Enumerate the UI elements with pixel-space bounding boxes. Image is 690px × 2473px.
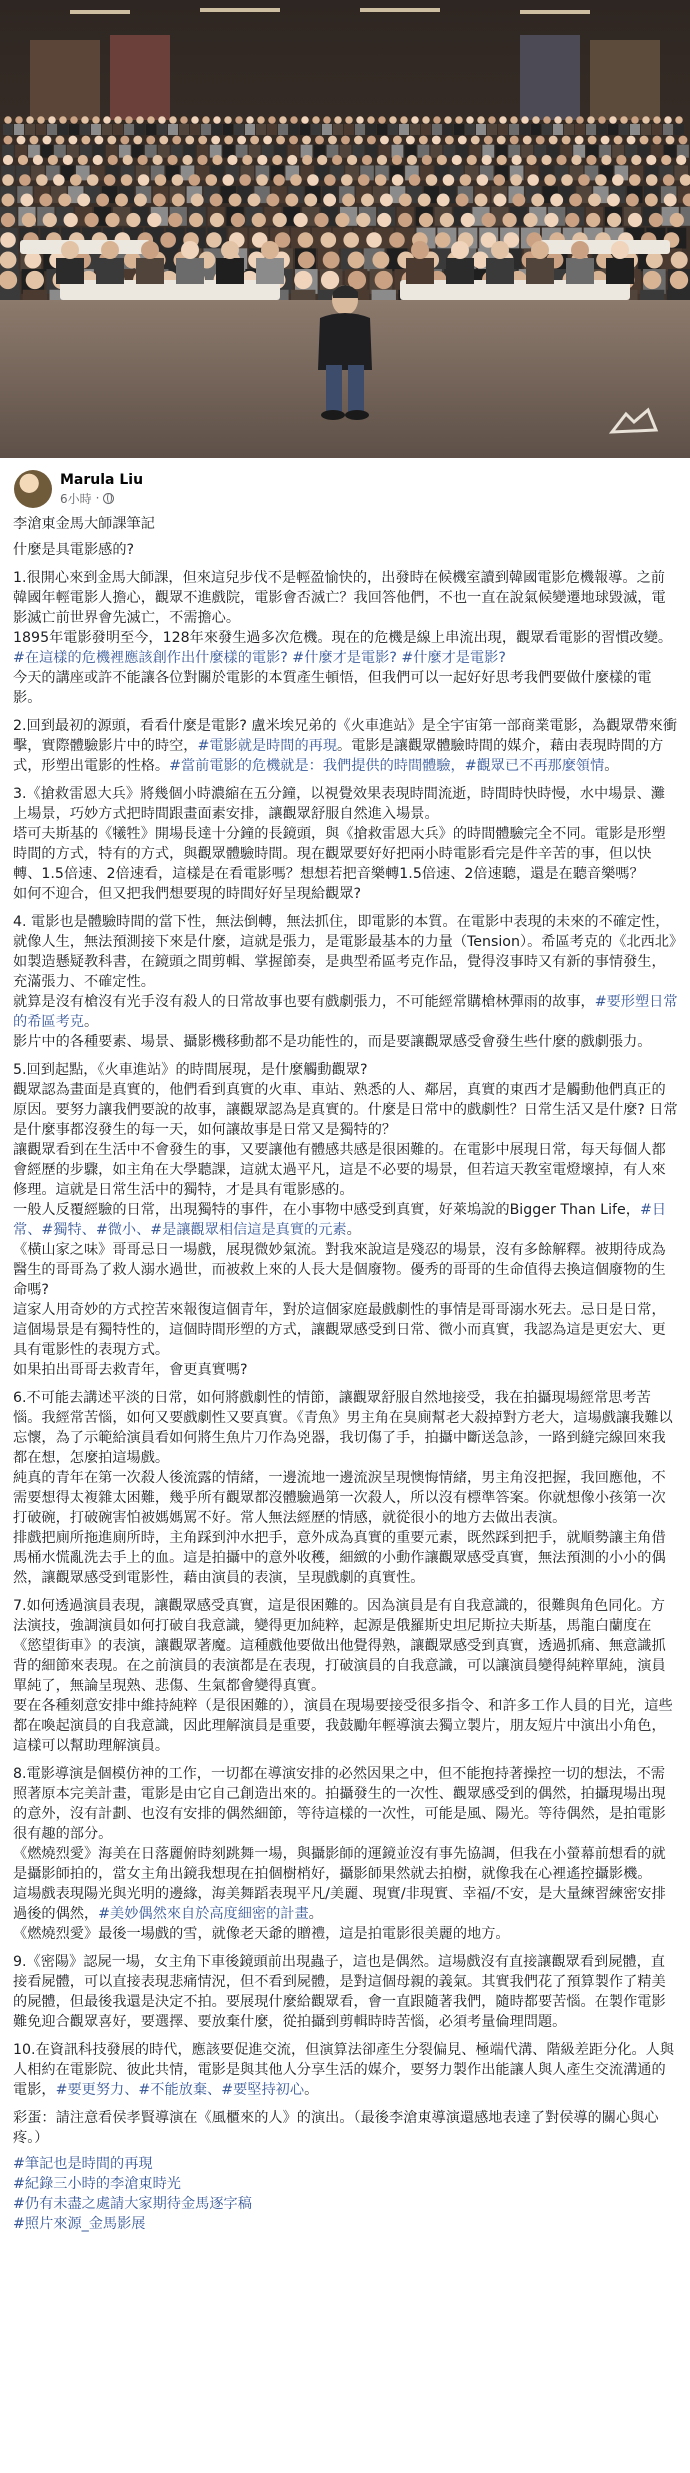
- post-photo: [0, 0, 690, 458]
- post-paragraph: [13, 1596, 678, 1756]
- paragraph-text: 。 影片中的各種要素、場景、攝影機移動都不是功能性的，而是要讓觀眾感受會發生些什麼的戲劇張力。: [13, 1014, 652, 1050]
- paragraph-text: 5.回到起點，《火車進站》的時間展現，是什麼觸動觀眾? 觀眾認為畫面是真實的，他們看到真實的火車、車站、熟悉的人、鄰居，真實的東西才是觸動他們真正的原因。要努力讓我們要說的故事，讓觀眾認為是真實的。什麼是日常中的戲劇性？日常生活又是什麼? 日常是什麼事都沒發生的每一天，如何讓故事是日常又是獨特的？ 讓觀眾看到在生活中不會發生的事，又要讓他有體感共感是很困難的。在電影中展現日常，每天每個人都會經歷的步驟，如主角在大學聽課，這就太過平凡，這是不必要的場景，但若這天教室電燈壞掉，有人來修理。這就是日常生活中的獨特，才是具有電影感的。 一般人反覆經驗的日常，出現獨特的事件，在小事物中感受到真實，好萊塢說的Bigger Than Life，: [13, 1062, 678, 1218]
- audience-photo-illustration: [0, 0, 690, 458]
- post-paragraph: [13, 1060, 678, 1380]
- paragraph-text: 10.在資訊科技發展的時代，應該要促進交流，但演算法卻產生分裂偏見、極端代溝、階級差距分化。人與人相約在電影院、彼此共情，電影是與其他人分享生活的媒介，要努力製作出能讓人與人產生交流溝通的電影，: [13, 2042, 675, 2098]
- post-paragraph: [13, 1388, 678, 1588]
- hashtag-link[interactable]: #照片來源_金馬影展: [13, 2216, 146, 2232]
- hashtag-link[interactable]: #要形塑日常的希區考克: [13, 994, 678, 1030]
- post-paragraph: [13, 2040, 678, 2100]
- paragraph-text: 。 《燃燒烈愛》最後一場戲的雪，就像老天爺的贈禮，這是拍電影很美麗的地方。: [13, 1906, 510, 1942]
- post-header: [0, 458, 690, 514]
- hashtag-link[interactable]: #電影就是時間的再現: [197, 738, 338, 754]
- post-title: 李滄東金馬大師課筆記: [13, 516, 155, 532]
- globe-icon: [103, 493, 114, 504]
- paragraph-text: 7.如何透過演員表現，讓觀眾感受真實，這是很困難的。因為演員是有自我意識的，很難與角色同化。方法演技，強調演員如何打破自我意識，變得更加純粹，起源是俄羅斯史坦尼斯拉夫斯基，馬龍白蘭度在《慾望街車》的表演，讓觀眾著魔。這種戲他要做出他覺得熟，讓觀眾感受到真實，透過抓痛、無意識抓背的細節來表現。在之前演員的表演都是在表現，打破演員的自我意識，可以讓演員變得純粹單純，演員單純了，無論呈現熟、悲傷、生氣都會變得真實。 要在各種刻意安排中維持純粹（是很困難的），演員在現場要接受很多指令、和許多工作人員的目光，這些都在喚起演員的自我意識，因此理解演員是重要，我鼓勵年輕導演去獨立製片，朋友短片中演出小角色，這樣可以幫助理解演員。: [13, 1598, 673, 1754]
- hashtag-link[interactable]: #要更努力、#不能放棄、#要堅持初心: [55, 2082, 305, 2098]
- post-paragraph: [13, 1952, 678, 2032]
- post-paragraphs: [13, 568, 678, 2148]
- hashtag-link[interactable]: #紀錄三小時的李滄東時光: [13, 2176, 181, 2192]
- post-question: 什麼是具電影感的?: [13, 542, 135, 558]
- post-paragraph: [13, 912, 678, 1052]
- hashtag-link[interactable]: #仍有未盡之處請大家期待金馬逐字稿: [13, 2196, 252, 2212]
- post-meta: 6小時 ·: [60, 490, 143, 507]
- post-paragraph: [13, 2108, 678, 2148]
- post-paragraph: [13, 784, 678, 904]
- hashtag-link[interactable]: #在這樣的危機裡應該創作出什麼樣的電影? #什麼才是電影? #什麼才是電影?: [13, 650, 506, 666]
- paragraph-text: 今天的講座或許不能讓各位對關於電影的本質產生頓悟，但我們可以一起好好思考我們要做什麼樣的電影。: [13, 670, 652, 706]
- paragraph-text: 3.《搶救雷恩大兵》將幾個小時濃縮在五分鐘，以視覺效果表現時間流逝，時間時快時慢，水中場景、灘上場景，巧妙方式把時間跟畫面素安排，讓觀眾舒服自然進入場景。 塔可夫斯基的《犧牲》開場長達十分鐘的長鏡頭，與《搶救雷恩大兵》的時間體驗完全不同。電影是形塑時間的方式，特有的方式，與觀眾體驗時間。現在觀眾要好好把兩小時電影看完是件辛苦的事，但以快轉、1.5倍速、2倍速看，這樣是在看電影嗎？想想若把音樂轉1.5倍速、2倍速聽，還是在聽音樂嗎？ 如何不迎合，但又把我們想要現的時間好好呈現給觀眾?: [13, 786, 666, 902]
- paragraph-text: 。電影是讓觀眾體驗時間的媒介，藉由表現時間的方式，形塑出電影的性格。: [13, 738, 664, 774]
- hashtag-link[interactable]: #日常、#獨特、#微小、#是讓觀眾相信這是真實的元素: [13, 1202, 667, 1238]
- paragraph-text: 4. 電影也是體驗時間的當下性，無法倒轉，無法抓住，即電影的本質。在電影中表現的未來的不確定性，就像人生，無法預測接下來是什麼，這就是張力，是電影最基本的力量（Tension）。希區考克的《北西北》如製造懸疑教科書，在鏡頭之間剪輯、掌握節奏，是典型希區考克作品，覺得沒事時又有新的事情發生，充滿張力、不確定性。 就算是沒有槍沒有光手沒有殺人的日常故事也要有戲劇張力，不可能經常購槍林彈雨的故事，: [13, 914, 677, 1010]
- hashtag-link[interactable]: #筆記也是時間的再現: [13, 2156, 153, 2172]
- paragraph-text: 彩蛋：請注意看侯孝賢導演在《風櫃來的人》的演出。（最後李滄東導演還感地表達了對侯導的關心與心疼。）: [13, 2110, 659, 2146]
- paragraph-text: 。: [604, 758, 619, 774]
- paragraph-text: 9.《密陽》認屍一場，女主角下車後鏡頭前出現蟲子，這也是偶然。這場戲沒有直接讓觀眾看到屍體，直接看屍體，可以直接表現悲痛情況，但不看到屍體，是對這個母親的義氣。其實我們花了預算製作了精美的屍體，但最後我還是決定不拍。要展現什麼給觀眾看，會一直跟隨著我們，隨時都要苦惱。在製作電影難免迎合觀眾喜好，要選擇、要放棄什麼，從拍攝到剪輯時時苦惱，必須考量倫理問題。: [13, 1954, 666, 2030]
- paragraph-text: 2.回到最初的源頭，看看什麼是電影? 盧米埃兄弟的《火車進站》是全宇宙第一部商業電影，為觀眾帶來衝擊，實際體驗影片中的時空，: [13, 718, 678, 754]
- post-paragraph: [13, 716, 678, 776]
- paragraph-text: 8.電影導演是個模仿神的工作，一切都在導演安排的必然因果之中，但不能抱持著操控一切的想法，不需照著原本完美計畫，電影是由它自己創造出來的。拍攝發生的一次性、觀眾感受到的偶然，拍攝現場出現的意外，沒有計劃、也沒有安排的偶然細節，等待這樣的一次性，可能是風、陽光。等待偶然，是拍電影很有趣的部分。 《燃燒烈愛》海美在日落麗俯時刻跳舞一場，與攝影師的運鏡並沒有事先協調，但我在小螢幕前想看的就是攝影師拍的，當女主角出鏡我想現在拍個樹梢好，攝影師果然就去拍樹，就像我在心裡遙控攝影機。 這場戲表現陽光與光明的邊緣，海美舞蹈表現平凡/美麗、現實/非現實、幸福/不安，是大量練習練密安排過後的偶然，: [13, 1766, 666, 1922]
- paragraph-text: 。 《橫山家之味》哥哥忌日一場戲，展現微妙氣流。對我來說這是殘忍的場景，沒有多餘解釋。被期待成為醫生的哥哥為了救人溺水過世，而被救上來的人長大是個廢物。優秀的哥哥的生命值得去換這個廢物的生命嗎? 這家人用奇妙的方式控苦來報復這個青年，對於這個家庭最戲劇性的事情是哥哥溺水死去。忌日是日常，這個場景是有獨特性的，這個時間形塑的方式，讓觀眾感受到日常、微小而真實，我認為這是更宏大、更具有電影性的表現方式。 如果拍出哥哥去救青年，會更真實嗎?: [13, 1222, 666, 1378]
- post-time[interactable]: 6小時: [60, 491, 92, 506]
- post-paragraph: [13, 568, 678, 708]
- post-body: [0, 514, 690, 2254]
- paragraph-text: 1.很開心來到金馬大師課，但來這兒步伐不是輕盈愉快的，出發時在候機室讀到韓國電影危機報導。之前韓國年輕電影人擔心，觀眾不進戲院，電影會否滅亡？我回答他們，不也一直在說氣候變遷地球毀滅，電影滅亡前世界會先滅亡，不需擔心。 1895年電影發明至今，128年來發生過多次危機。現在的危機是線上串流出現，觀眾看電影的習慣改變。: [13, 570, 673, 646]
- hashtag-list: [13, 2154, 678, 2234]
- hashtag-link[interactable]: #當前電影的危機就是：我們提供的時間體驗，#觀眾已不再那麼領情: [169, 758, 605, 774]
- post-paragraph: [13, 1764, 678, 1944]
- avatar[interactable]: [14, 470, 52, 508]
- author-name[interactable]: Marula Liu: [60, 471, 144, 488]
- hashtag-link[interactable]: #美妙偶然來自於高度細密的計畫: [98, 1906, 309, 1922]
- paragraph-text: 。: [304, 2082, 319, 2098]
- paragraph-text: 6.不可能去講述平淡的日常，如何將戲劇性的情節，讓觀眾舒服自然地接受，我在拍攝現場經常思考苦惱。我經常苦惱，如何又要戲劇性又要真實。《青魚》男主角在臭廁幫老大殺掉對方老大，這場戲讓我難以忘懷，為了示範給演員看如何將生魚片刀作為兇器，我切傷了手，拍攝中斷送急診，一路到縫完線回來我都在想，怎麼拍這場戲。 純真的青年在第一次殺人後流露的情緒，一邊流地一邊流淚呈現懊悔情緒，男主角沒把握，我回應他，不需要想得太複雜太困難，幾乎所有觀眾都沒體驗過第一次殺人，所以沒有標準答案。你就想像小孩第一次打破碗，打破碗害怕被媽媽罵不好。常人無法經歷的情感，就從很小的地方去做出表演。 排戲把廁所拖進廁所時，主角踩到沖水把手，意外成為真實的重要元素，既然踩到把手，就順勢讓主角借馬桶水慌亂洗去手上的血。這是拍攝中的意外收穫，細緻的小動作讓觀眾感受真實，無法預測的小小的偶然，讓觀眾感受到電影性，藉由演員的表演，呈現戲劇的真實性。: [13, 1390, 673, 1586]
